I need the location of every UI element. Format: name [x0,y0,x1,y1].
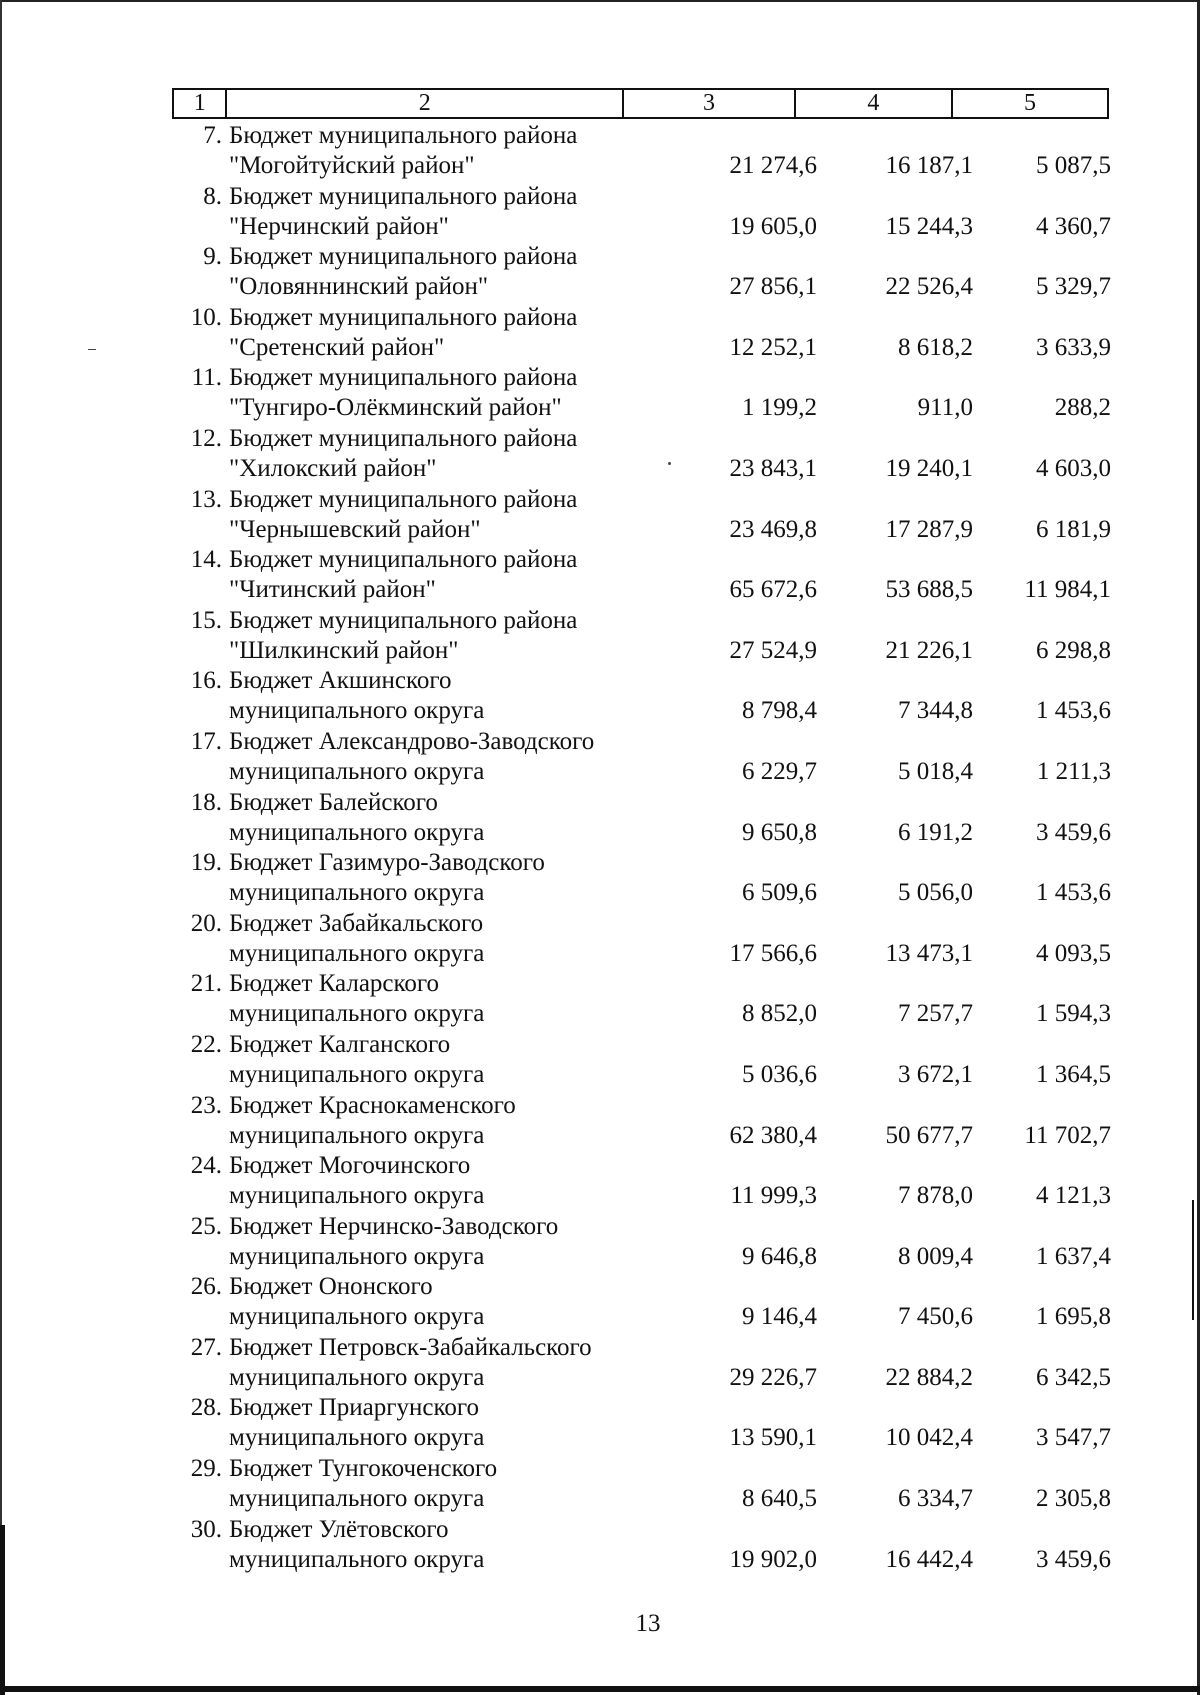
row-name-line1: Бюджет Александрово-Заводского [229,727,595,755]
row-value-col4: 13 473,1 [885,939,973,967]
row-name-line1: Бюджет муниципального района [229,243,578,271]
table-row [172,848,1109,909]
scan-edge-left [0,0,2,1695]
row-number: 29. [190,1455,222,1483]
row-number: 19. [190,849,222,877]
row-value-col3: 9 650,8 [742,818,817,846]
row-value-col3: 27 524,9 [729,636,817,664]
column-header-row [173,89,1108,118]
row-number: 25. [190,1212,222,1240]
row-value-col3: 13 590,1 [729,1424,817,1452]
row-value-col4: 53 688,5 [885,576,973,604]
table-row [172,1030,1109,1091]
row-name-line2: "Оловяннинский район" [229,273,489,301]
column-header-4: 4 [795,89,952,118]
row-value-col3: 12 252,1 [729,333,817,361]
table-row [172,1272,1109,1333]
table-row [172,424,1109,485]
row-name-line1: Бюджет Калганского [229,1030,451,1058]
row-number: 21. [190,970,222,998]
row-name-line1: Бюджет Могочинского [229,1152,471,1180]
row-value-col3: 62 380,4 [729,1121,817,1149]
row-value-col4: 10 042,4 [885,1424,973,1452]
row-value-col5: 11 702,7 [1024,1121,1111,1149]
row-value-col3: 27 856,1 [729,273,817,301]
row-value-col5: 3 633,9 [1036,333,1111,361]
row-name-line2: "Тунгиро-Олёкминский район" [229,394,562,422]
row-name-line2: "Шилкинский район" [229,636,459,664]
page-number: 13 [635,1610,661,1637]
row-value-col5: 4 360,7 [1036,212,1111,240]
row-value-col5: 6 342,5 [1036,1363,1111,1391]
scan-artifact-dash [88,349,96,350]
row-name-line2: "Чернышевский район" [229,515,481,543]
row-value-col4: 50 677,7 [885,1121,973,1149]
row-value-col5: 2 305,8 [1036,1485,1111,1513]
row-value-col4: 15 244,3 [885,212,973,240]
row-number: 20. [190,909,222,937]
row-name-line1: Бюджет муниципального района [229,122,578,149]
column-header-5: 5 [952,89,1108,118]
table-row [172,485,1109,546]
table-row [172,242,1109,303]
row-value-col3: 9 646,8 [742,1242,817,1270]
row-value-col5: 6 298,8 [1036,636,1111,664]
row-value-col3: 65 672,6 [729,576,817,604]
row-value-col5: 1 695,8 [1036,1303,1111,1331]
row-value-col3: 11 999,3 [730,1182,817,1210]
row-name-line2: "Хилокский район" [229,454,437,482]
row-value-col3: 5 036,6 [742,1060,817,1088]
row-value-col5: 3 459,6 [1036,1545,1111,1573]
row-value-col5: 4 093,5 [1036,939,1111,967]
row-name-line2: муниципального округа [229,818,485,846]
row-value-col5: 1 453,6 [1036,697,1111,725]
row-name-line1: Бюджет Петровск-Забайкальского [229,1333,592,1361]
row-number: 12. [190,424,222,452]
table-row [172,606,1109,667]
row-name-line1: Бюджет Улётовского [229,1515,449,1543]
row-name-line2: муниципального округа [229,1485,485,1513]
row-number: 30. [190,1515,222,1543]
row-value-col5: 11 984,1 [1024,576,1111,604]
row-value-col3: 8 798,4 [742,697,817,725]
row-name-line2: муниципального округа [229,879,485,907]
row-number: 27. [190,1333,222,1361]
row-name-line1: Бюджет Забайкальского [229,909,484,937]
row-name-line2: муниципального округа [229,1363,485,1391]
row-name-line2: "Сретенский район" [229,333,445,361]
row-name-line2: муниципального округа [229,697,485,725]
row-name-line2: муниципального округа [229,1060,485,1088]
row-number: 9. [203,243,222,271]
row-number: 23. [190,1091,222,1119]
row-value-col3: 17 566,6 [729,939,817,967]
scan-edge-bottom [0,1686,1200,1692]
row-value-col3: 23 469,8 [729,515,817,543]
table-row [172,1515,1109,1576]
table-row [172,969,1109,1030]
row-value-col3: 1 199,2 [742,394,817,422]
row-name-line1: Бюджет Ононского [229,1273,433,1301]
row-value-col4: 8 618,2 [898,333,973,361]
row-value-col3: 19 902,0 [729,1545,817,1573]
budget-rows [172,121,1109,1575]
row-number: 15. [190,606,222,634]
table-row [172,1151,1109,1212]
row-value-col5: 5 087,5 [1036,152,1111,179]
row-name-line2: муниципального округа [229,757,485,785]
row-number: 8. [203,182,222,210]
row-name-line1: Бюджет Балейского [229,788,438,816]
row-number: 22. [190,1030,222,1058]
row-value-col4: 22 884,2 [885,1363,973,1391]
row-name-line2: муниципального округа [229,1242,485,1270]
row-number: 13. [190,485,222,513]
row-value-col4: 911,0 [917,394,973,422]
row-value-col3: 29 226,7 [729,1363,817,1391]
row-name-line1: Бюджет Каларского [229,970,440,998]
row-value-col5: 1 637,4 [1036,1242,1111,1270]
row-name-line1: Бюджет муниципального района [229,606,578,634]
column-header-table [172,88,1109,119]
row-value-col4: 22 526,4 [885,273,973,301]
row-value-col3: 6 229,7 [742,757,817,785]
row-value-col3: 6 509,6 [742,879,817,907]
row-name-line2: "Нерчинский район" [229,212,449,240]
column-header-2: 2 [226,89,623,118]
row-value-col4: 16 442,4 [885,1545,973,1573]
row-name-line1: Бюджет Краснокаменского [229,1091,516,1119]
row-value-col3: 21 274,6 [729,152,817,179]
row-name-line1: Бюджет муниципального района [229,182,578,210]
scan-edge-top [0,0,1200,2]
table-row [172,909,1109,970]
table-row [172,303,1109,364]
row-number: 18. [190,788,222,816]
row-value-col4: 6 334,7 [898,1485,973,1513]
row-value-col3: 23 843,1 [729,454,817,482]
row-name-line1: Бюджет муниципального района [229,424,578,452]
row-number: 7. [203,122,222,149]
row-name-line1: Бюджет муниципального района [229,364,578,392]
table-row [172,1212,1109,1273]
table-row [172,545,1109,606]
row-value-col4: 5 018,4 [898,757,973,785]
row-value-col4: 3 672,1 [898,1060,973,1088]
table-row [172,666,1109,727]
row-value-col5: 4 603,0 [1036,454,1111,482]
row-value-col4: 7 344,8 [898,697,973,725]
scan-edge-right-mark [1192,1200,1194,1320]
table-row [172,182,1109,243]
row-value-col5: 6 181,9 [1036,515,1111,543]
table-row [172,788,1109,849]
row-name-line1: Бюджет Приаргунского [229,1394,479,1422]
row-value-col4: 5 056,0 [898,879,973,907]
row-value-col5: 1 211,3 [1036,757,1111,785]
row-number: 11. [191,364,222,392]
row-name-line2: муниципального округа [229,1182,485,1210]
row-name-line2: "Могойтуйский район" [229,152,475,179]
row-number: 26. [190,1273,222,1301]
row-value-col5: 3 547,7 [1036,1424,1111,1452]
row-value-col4: 7 450,6 [898,1303,973,1331]
row-value-col4: 8 009,4 [898,1242,973,1270]
row-value-col4: 19 240,1 [885,454,973,482]
table-row [172,121,1109,182]
row-number: 28. [190,1394,222,1422]
row-name-line1: Бюджет муниципального района [229,303,578,331]
row-value-col4: 6 191,2 [898,818,973,846]
row-name-line2: муниципального округа [229,939,485,967]
row-value-col5: 3 459,6 [1036,818,1111,846]
row-value-col4: 17 287,9 [885,515,973,543]
column-header-1: 1 [173,89,226,118]
row-name-line1: Бюджет Акшинского [229,667,452,695]
row-value-col5: 1 364,5 [1036,1060,1111,1088]
row-name-line1: Бюджет Тунгокоченского [229,1455,498,1483]
row-name-line2: "Читинский район" [229,576,436,604]
row-value-col4: 21 226,1 [885,636,973,664]
row-number: 14. [190,546,222,574]
table-row [172,1454,1109,1515]
row-value-col5: 1 453,6 [1036,879,1111,907]
row-value-col5: 4 121,3 [1036,1182,1111,1210]
row-value-col3: 19 605,0 [729,212,817,240]
table-row [172,1393,1109,1454]
row-name-line1: Бюджет муниципального района [229,485,578,513]
row-number: 16. [190,667,222,695]
table-row [172,727,1109,788]
row-name-line2: муниципального округа [229,1000,485,1028]
row-value-col3: 8 640,5 [742,1485,817,1513]
table-row [172,1091,1109,1152]
row-number: 24. [190,1152,222,1180]
row-name-line1: Бюджет муниципального района [229,546,578,574]
row-value-col5: 288,2 [1054,394,1111,422]
row-value-col4: 7 878,0 [898,1182,973,1210]
row-name-line1: Бюджет Газимуро-Заводского [229,849,545,877]
table-row [172,1333,1109,1394]
row-value-col5: 5 329,7 [1036,273,1111,301]
row-value-col4: 16 187,1 [885,152,973,179]
row-number: 17. [190,727,222,755]
column-header-3: 3 [623,89,795,118]
row-name-line2: муниципального округа [229,1121,485,1149]
row-name-line2: муниципального округа [229,1303,485,1331]
row-name-line2: муниципального округа [229,1545,485,1573]
row-name-line2: муниципального округа [229,1424,485,1452]
row-number: 10. [190,303,222,331]
row-value-col3: 9 146,4 [742,1303,817,1331]
row-value-col4: 7 257,7 [898,1000,973,1028]
row-value-col3: 8 852,0 [742,1000,817,1028]
row-name-line1: Бюджет Нерчинско-Заводского [229,1212,559,1240]
row-value-col5: 1 594,3 [1036,1000,1111,1028]
table-row [172,363,1109,424]
